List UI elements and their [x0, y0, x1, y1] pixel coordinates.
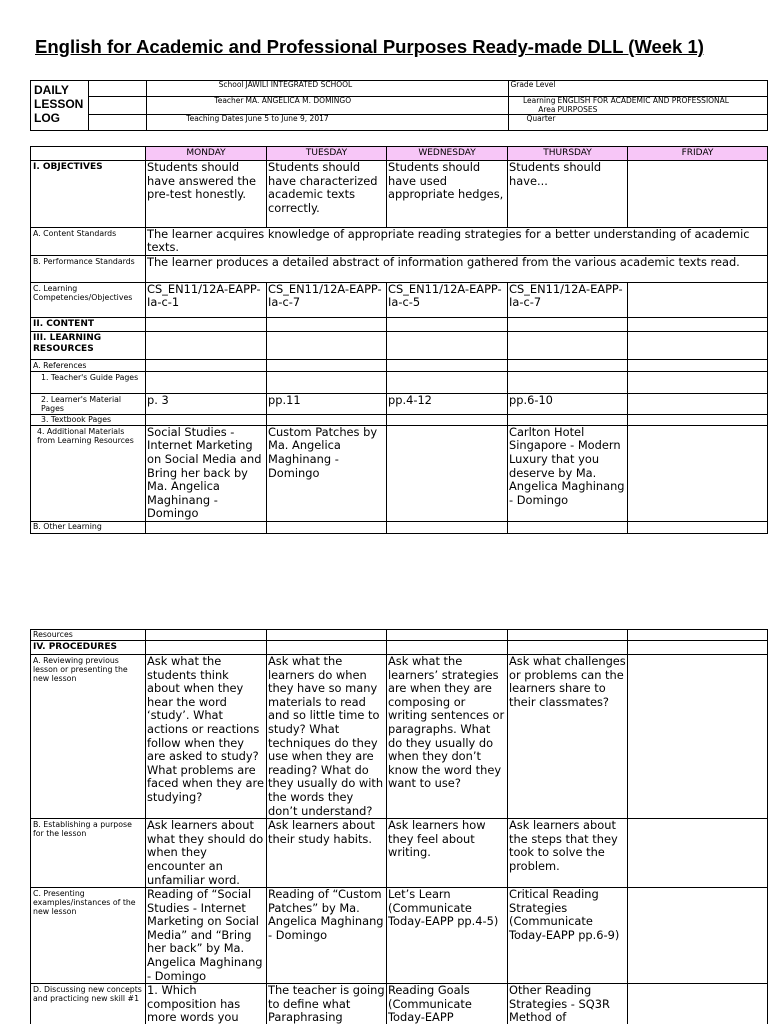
objective-cell — [628, 161, 768, 228]
school-value: JAWILI INTEGRATED SCHOOL — [245, 81, 509, 97]
additional-materials-cell: Carlton Hotel Singapore - Modern Luxury that you deserve by Ma. Angelica Maghinang - Domingo — [508, 425, 628, 521]
day-header-thursday: THURSDAY — [508, 147, 628, 161]
teachers-guide-label: 1. Teacher's Guide Pages — [31, 371, 146, 393]
grade-level-label: Grade Level — [509, 81, 557, 97]
teacher-value: MA. ANGELICA M. DOMINGO — [245, 97, 509, 115]
additional-materials-cell: Social Studies - Internet Marketing on Social Media and Bring her back by Ma. Angelica Maghinang - Domingo — [146, 425, 267, 521]
learning-area-label: Learning Area — [509, 97, 557, 115]
learners-material-cell: pp.6-10 — [508, 393, 628, 414]
performance-standards-label: B. Performance Standards — [31, 255, 146, 282]
establishing-cell: Ask learners about their study habits. — [267, 819, 387, 888]
objective-cell: Students should have characterized academic texts correctly. — [267, 161, 387, 228]
additional-materials-label: 4. Additional Materials from Learning Resources — [31, 425, 146, 521]
objective-cell: Students should have answered the pre-test honestly. — [146, 161, 267, 228]
establishing-label: B. Establishing a purpose for the lesson — [31, 819, 146, 888]
competency-cell: CS_EN11/12A-EAPP-Ia-c-5 — [387, 282, 508, 317]
learners-material-label: 2. Learner's Material Pages — [31, 393, 146, 414]
competency-cell: CS_EN11/12A-EAPP-Ia-c-7 — [267, 282, 387, 317]
competency-cell — [628, 282, 768, 317]
discussing-label: D. Discussing new concepts and practicing new skill #1 — [31, 984, 146, 1024]
content-label: II. CONTENT — [31, 317, 146, 331]
reviewing-cell: Ask what the students think about when they hear the word ‘study’. What actions or reactions follow when they are asked to study? What problems are faced when they are studying? — [146, 655, 267, 819]
competencies-label: C. Learning Competencies/Objectives — [31, 282, 146, 317]
quarter-value — [557, 115, 768, 131]
teaching-dates-label: Teaching Dates — [147, 115, 245, 131]
presenting-cell: Reading of “Social Studies - Internet Marketing on Social Media” and “Bring her back” by Ma. Angelica Maghinang - Domingo — [146, 888, 267, 984]
grade-level-value — [557, 81, 768, 97]
daily-lesson-log-label: DAILY LESSON LOG — [31, 81, 89, 131]
references-label: A. References — [31, 359, 146, 371]
learners-material-cell: pp.11 — [267, 393, 387, 414]
discussing-cell: 1. Which composition has more words you — [146, 984, 267, 1024]
content-standards-label: A. Content Standards — [31, 228, 146, 256]
learners-material-cell — [628, 393, 768, 414]
objective-cell: Students should have used appropriate hedges, — [387, 161, 508, 228]
discussing-cell: Other Reading Strategies - SQ3R Method of — [508, 984, 628, 1024]
content-standards-text: The learner acquires knowledge of appropriate reading strategies for a better understanding of academic texts. — [146, 228, 768, 256]
learning-resources-label: III. LEARNING RESOURCES — [31, 331, 146, 359]
school-label: School — [147, 81, 245, 97]
presenting-cell: Let’s Learn (Communicate Today-EAPP pp.4-5) — [387, 888, 508, 984]
teacher-label: Teacher — [147, 97, 245, 115]
discussing-cell: Reading Goals (Communicate Today-EAPP — [387, 984, 508, 1024]
header-info-table — [30, 80, 768, 131]
establishing-cell: Ask learners about the steps that they took to solve the problem. — [508, 819, 628, 888]
presenting-cell: Critical Reading Strategies (Communicate Today-EAPP pp.6-9) — [508, 888, 628, 984]
reviewing-label: A. Reviewing previous lesson or presenting the new lesson — [31, 655, 146, 819]
discussing-cell: The teacher is going to define what Paraphrasing — [267, 984, 387, 1024]
lesson-grid-top — [30, 146, 768, 534]
reviewing-cell: Ask what challenges or problems can the learners share to their classmates? — [508, 655, 628, 819]
day-header-tuesday: TUESDAY — [267, 147, 387, 161]
presenting-cell — [628, 888, 768, 984]
learners-material-cell: p. 3 — [146, 393, 267, 414]
reviewing-cell: Ask what the learners do when they have so many materials to read and so little time to study? What techniques do they use when they are reading? What do they usually do with the words they don’t understand? — [267, 655, 387, 819]
other-learning-label: B. Other Learning — [31, 521, 146, 533]
lesson-grid-bottom — [30, 629, 768, 1024]
resources-label: Resources — [31, 630, 146, 641]
quarter-label: Quarter — [509, 115, 557, 131]
objectives-label: I. OBJECTIVES — [31, 161, 146, 228]
procedures-label: IV. PROCEDURES — [31, 641, 146, 655]
presenting-label: C. Presenting examples/instances of the new lesson — [31, 888, 146, 984]
additional-materials-cell — [387, 425, 508, 521]
additional-materials-cell: Custom Patches by Ma. Angelica Maghinang - Domingo — [267, 425, 387, 521]
establishing-cell: Ask learners how they feel about writing. — [387, 819, 508, 888]
presenting-cell: Reading of “Custom Patches” by Ma. Angelica Maghinang - Domingo — [267, 888, 387, 984]
day-header-wednesday: WEDNESDAY — [387, 147, 508, 161]
establishing-cell — [628, 819, 768, 888]
reviewing-cell: Ask what the learners’ strategies are when they are composing or writing sentences or paragraphs. What do they usually do when they don’t know the word they want to use? — [387, 655, 508, 819]
discussing-cell — [628, 984, 768, 1024]
objectives-row — [31, 161, 768, 228]
competency-cell: CS_EN11/12A-EAPP-Ia-c-1 — [146, 282, 267, 317]
learners-material-cell: pp.4-12 — [387, 393, 508, 414]
day-header-friday: FRIDAY — [628, 147, 768, 161]
performance-standards-text: The learner produces a detailed abstract of information gathered from the various academic texts read. — [146, 255, 768, 282]
objective-cell: Students should have... — [508, 161, 628, 228]
textbook-pages-label: 3. Textbook Pages — [31, 414, 146, 425]
page-title: English for Academic and Professional Purposes Ready-made DLL (Week 1) — [35, 36, 704, 57]
teaching-dates-value: June 5 to June 9, 2017 — [245, 115, 509, 131]
additional-materials-cell — [628, 425, 768, 521]
learning-area-value: ENGLISH FOR ACADEMIC AND PROFESSIONAL PURPOSES — [557, 97, 768, 115]
reviewing-cell — [628, 655, 768, 819]
establishing-cell: Ask learners about what they should do when they encounter an unfamiliar word. — [146, 819, 267, 888]
competency-cell: CS_EN11/12A-EAPP-Ia-c-7 — [508, 282, 628, 317]
day-header-monday: MONDAY — [146, 147, 267, 161]
